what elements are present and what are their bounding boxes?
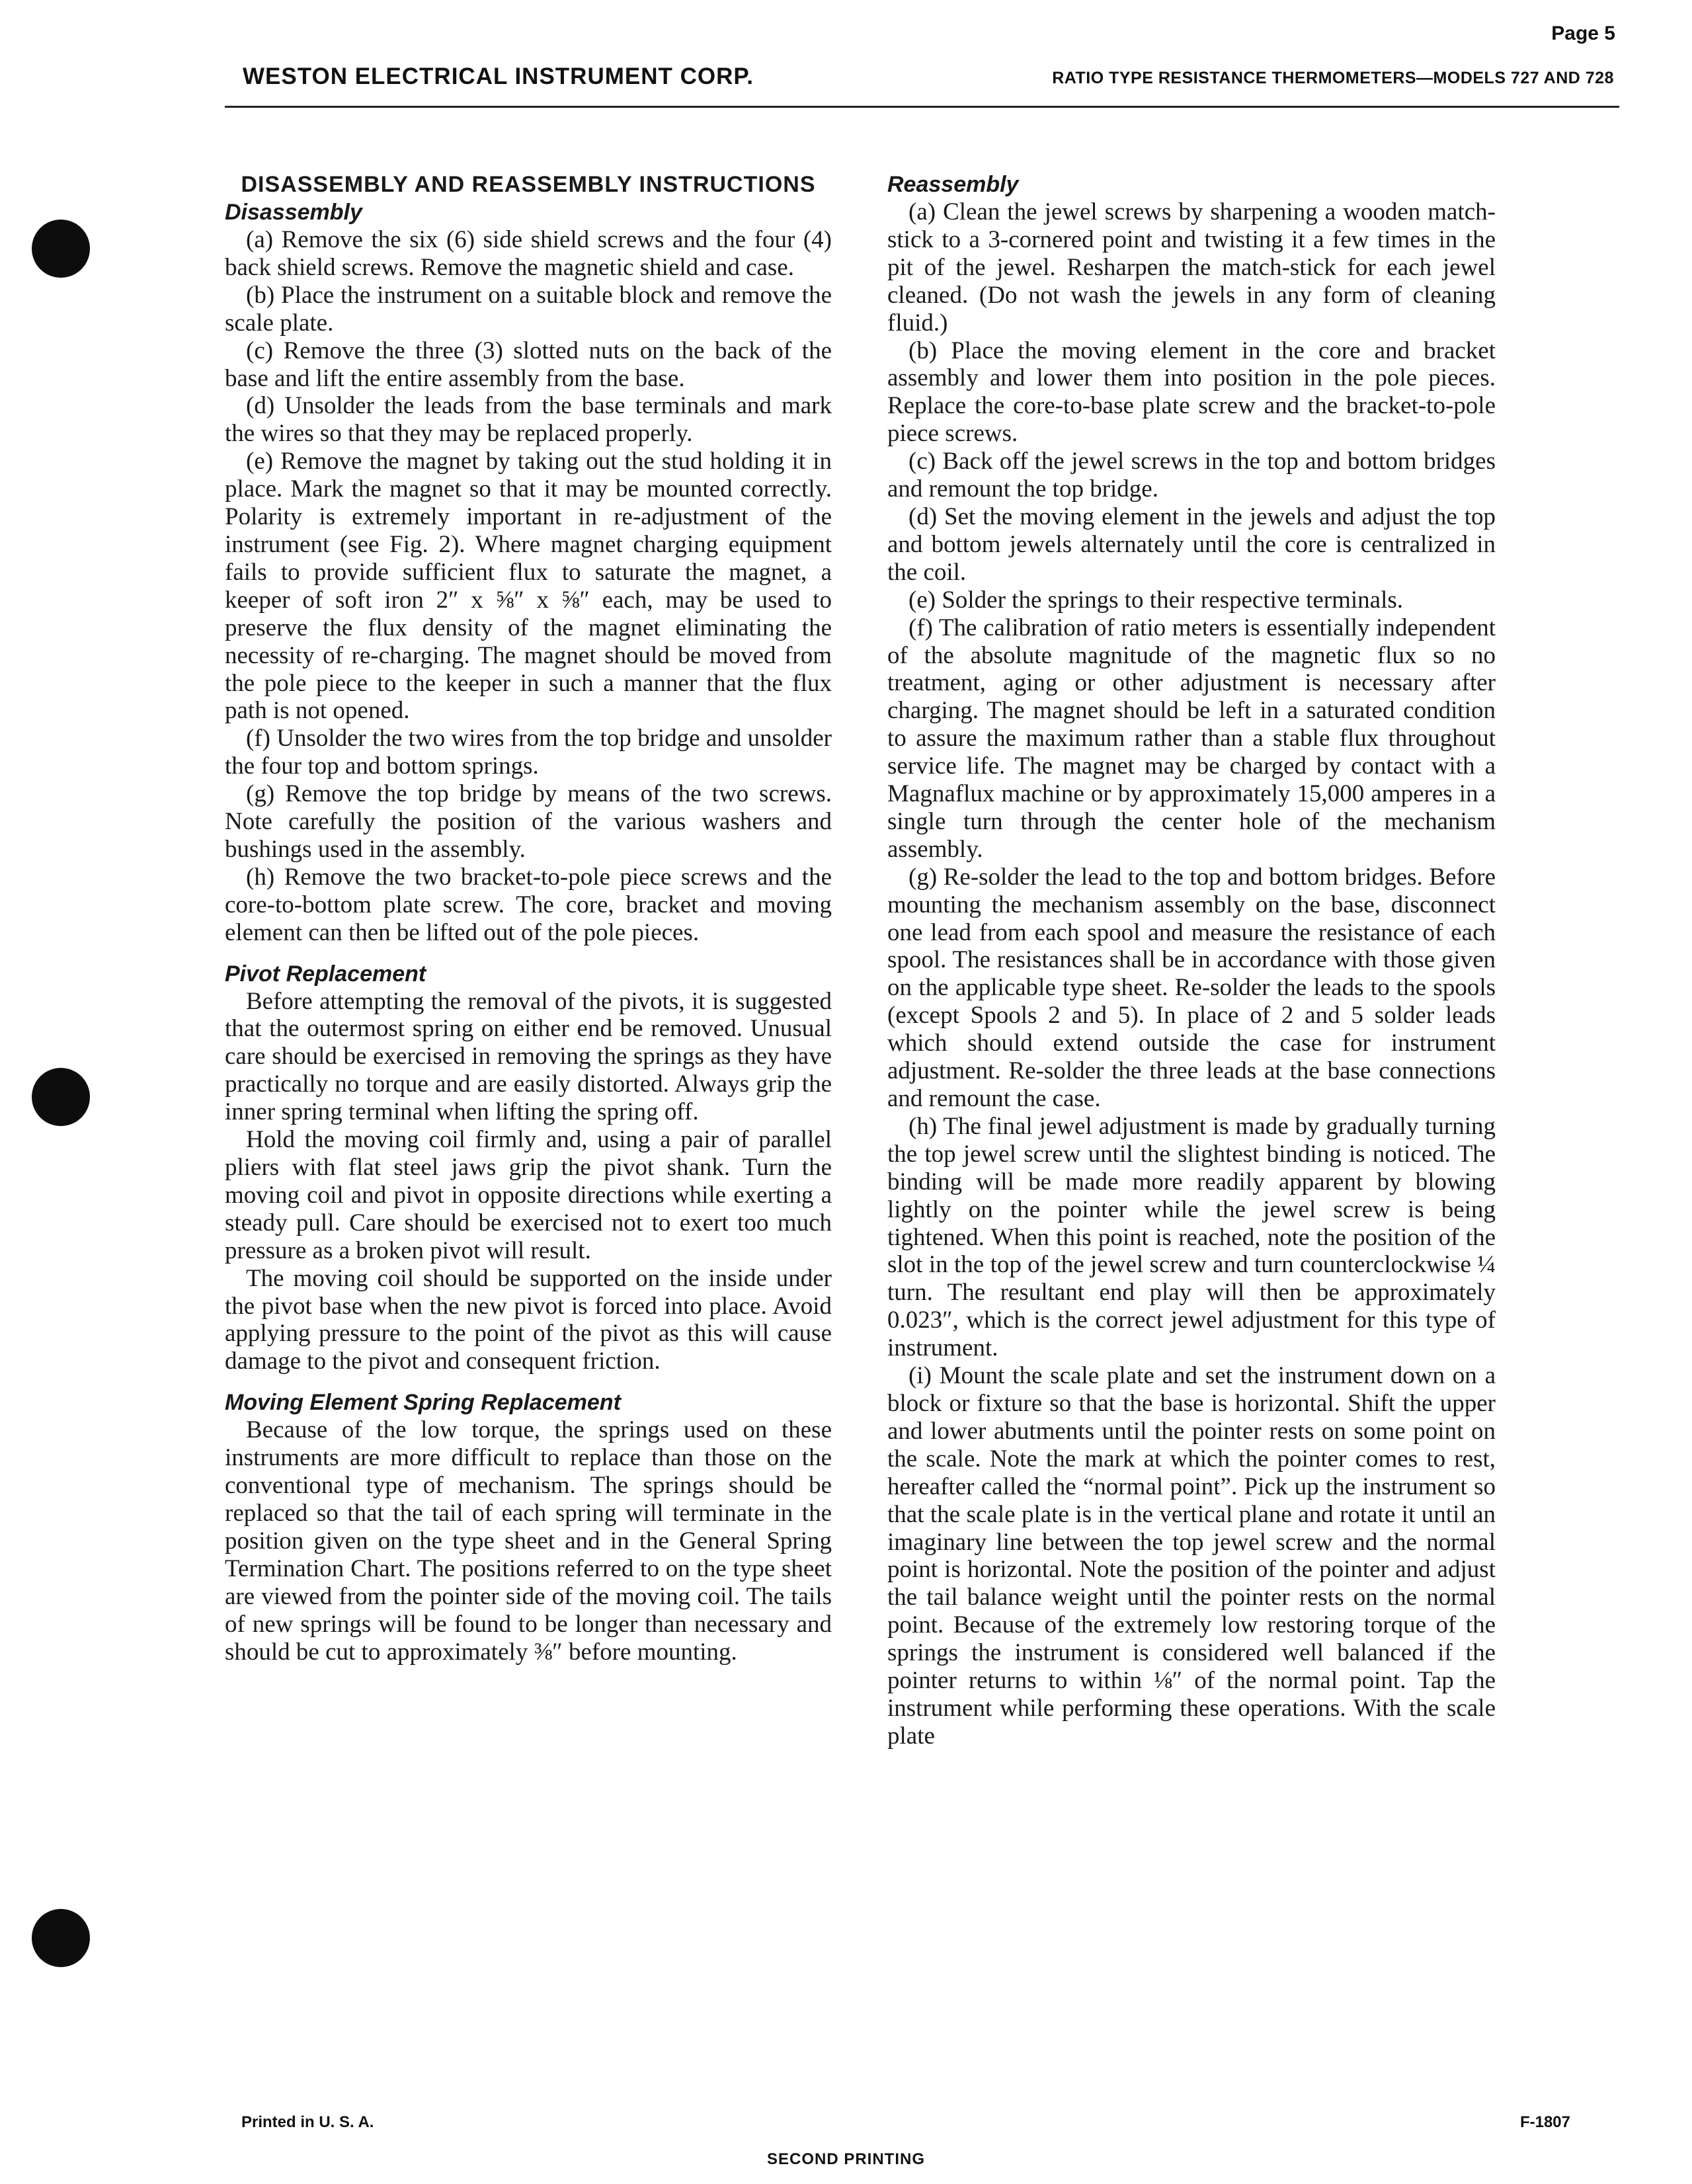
printing-label: SECOND PRINTING [766, 2150, 925, 2168]
printed-in-label: Printed in U. S. A. [241, 2113, 374, 2131]
form-number: F-1807 [1519, 2113, 1570, 2131]
paragraph: (d) Unsolder the leads from the base terminals and mark the wires so that they may be replaced properly. [225, 392, 832, 448]
paragraph: (e) Solder the springs to their respective terminals. [908, 586, 1404, 614]
paragraph: (c) Back off the jewel screws in the top and bottom bridges and remount the top bridge. [887, 448, 1496, 503]
document-subject: RATIO TYPE RESISTANCE THERMOMETERS—MODELS 727 AND 728 [1052, 69, 1614, 87]
paragraph: (c) Remove the three (3) slotted nuts on the back of the base and lift the entire assembly from the base. [225, 337, 832, 392]
heading-disassembly: Disassembly [225, 200, 362, 225]
paragraph: (i) Mount the scale plate and set the instrument down on a block or fixture so that the base is horizontal. Shift the upper and lower abutments until the pointer rests on some point on the scale. Note the mark at which the pointer comes to rest, hereafter called the “normal point”. Pick up the instrument so that the scale plate is in the vertical plane and rotate it until an imaginary line between the top jewel screw and the normal point is horizontal. Note the position of the pointer and adjust the tail balance weight until the pointer rests on the normal point. Because of the extremely low restoring torque of the springs the instrument is considered well balanced if the pointer returns to within ⅛″ of the normal point. Tap the instrument while performing these operations. With the scale plate [887, 1362, 1496, 1750]
heading-spring-replacement: Moving Element Spring Replacement [225, 1390, 621, 1416]
paragraph: (b) Place the moving element in the core and bracket assembly and lower them into position in the pole pieces. Replace the core-to-base plate screw and the bracket-to-pole piece screws. [887, 337, 1496, 448]
paragraph: (f) Unsolder the two wires from the top bridge and unsolder the four top and bottom springs. [225, 725, 832, 780]
paragraph: (a) Remove the six (6) side shield screws and the four (4) back shield screws. Remove the magnetic shield and case. [225, 226, 832, 281]
page-number: Page 5 [1551, 22, 1615, 44]
paragraph: (d) Set the moving element in the jewels and adjust the top and bottom jewels alternately until the core is centralized in the coil. [887, 503, 1496, 586]
binder-hole [32, 220, 90, 278]
binder-hole [32, 1068, 90, 1126]
paragraph: (g) Re-solder the lead to the top and bottom bridges. Before mounting the mechanism assembly on the base, disconnect one lead from each spool and measure the resistance of each spool. The resistances shall be in accordance with those given on the applicable type sheet. Re-solder the leads to the spools (except Spools 2 and 5). In place of 2 and 5 solder leads which should extend outside the case for instrument adjustment. Re-solder the three leads at the base connections and remount the case. [887, 863, 1496, 1112]
paragraph: (a) Clean the jewel screws by sharpening a wooden match-stick to a 3-cornered point and twisting it a few times in the pit of the jewel. Resharpen the match-stick for each jewel cleaned. (Do not wash the jewels in any form of cleaning fluid.) [887, 198, 1496, 337]
header-rule [225, 106, 1619, 108]
binder-hole [32, 1909, 90, 1967]
paragraph: Hold the moving coil firmly and, using a pair of parallel pliers with flat steel jaws grip the pivot shank. Turn the moving coil and pivot in opposite directions while exerting a steady pull. Care should be exercised not to exert too much pressure as a broken pivot will result. [225, 1126, 832, 1264]
right-column [887, 171, 1496, 1750]
paragraph: Because of the low torque, the springs used on these instruments are more difficult to replace than those on the conventional type of mechanism. The springs should be replaced so that the tail of each spring will terminate in the position given on the type sheet and in the General Spring Termination Chart. The positions referred to on the type sheet are viewed from the pointer side of the moving coil. The tails of new springs will be found to be longer than necessary and should be cut to approximately ⅜″ before mounting. [225, 1416, 832, 1666]
paragraph: Before attempting the removal of the pivots, it is suggested that the outermost spring on either end be removed. Unusual care should be exercised in removing the springs as they have practically no torque and are easily distorted. Always grip the inner spring terminal when lifting the spring off. [225, 987, 832, 1126]
left-column [225, 171, 832, 1666]
paragraph: (g) Remove the top bridge by means of the two screws. Note carefully the position of the various washers and bushings used in the assembly. [225, 780, 832, 863]
paragraph: The moving coil should be supported on the inside under the pivot base when the new pivot is forced into place. Avoid applying pressure to the point of the pivot as this will cause damage to the pivot and consequent friction. [225, 1264, 832, 1375]
company-name: WESTON ELECTRICAL INSTRUMENT CORP. [243, 63, 754, 89]
paragraph: (f) The calibration of ratio meters is essentially independent of the absolute magnitude of the magnetic flux so no treatment, aging or other adjustment is necessary after charging. The magnet should be left in a saturated condition to assure the maximum rather than a stable flux throughout service life. The magnet may be charged by contact with a Magnaflux machine or by approximately 15,000 amperes in a single turn through the center hole of the mechanism assembly. [887, 614, 1496, 863]
paragraph: (b) Place the instrument on a suitable block and remove the scale plate. [225, 281, 832, 337]
section-title: DISASSEMBLY AND REASSEMBLY INSTRUCTIONS [241, 172, 816, 197]
heading-pivot-replacement: Pivot Replacement [225, 961, 426, 987]
paragraph: (h) Remove the two bracket-to-pole piece screws and the core-to-bottom plate screw. The core, bracket and moving element can then be lifted out of the pole pieces. [225, 863, 832, 946]
paragraph: (e) Remove the magnet by taking out the stud holding it in place. Mark the magnet so that it may be mounted correctly. Polarity is extremely important in re-adjustment of the instrument (see Fig. 2). Where magnet charging equipment fails to provide sufficient flux to saturate the magnet, a keeper of soft iron 2″ x ⅝″ x ⅝″ each, may be used to preserve the flux density of the magnet eliminating the necessity of re-charging. The magnet should be moved from the pole piece to the keeper in such a manner that the flux path is not opened. [225, 448, 832, 725]
heading-reassembly: Reassembly [887, 172, 1019, 197]
paragraph: (h) The final jewel adjustment is made by gradually turning the top jewel screw until the slightest binding is noticed. The binding will be made more readily apparent by blowing lightly on the pointer while the jewel screw is being tightened. When this point is reached, note the position of the slot in the top of the jewel screw and turn counterclockwise ¼ turn. The resultant end play will then be approximately 0.023″, which is the correct jewel adjustment for this type of instrument. [887, 1112, 1496, 1362]
